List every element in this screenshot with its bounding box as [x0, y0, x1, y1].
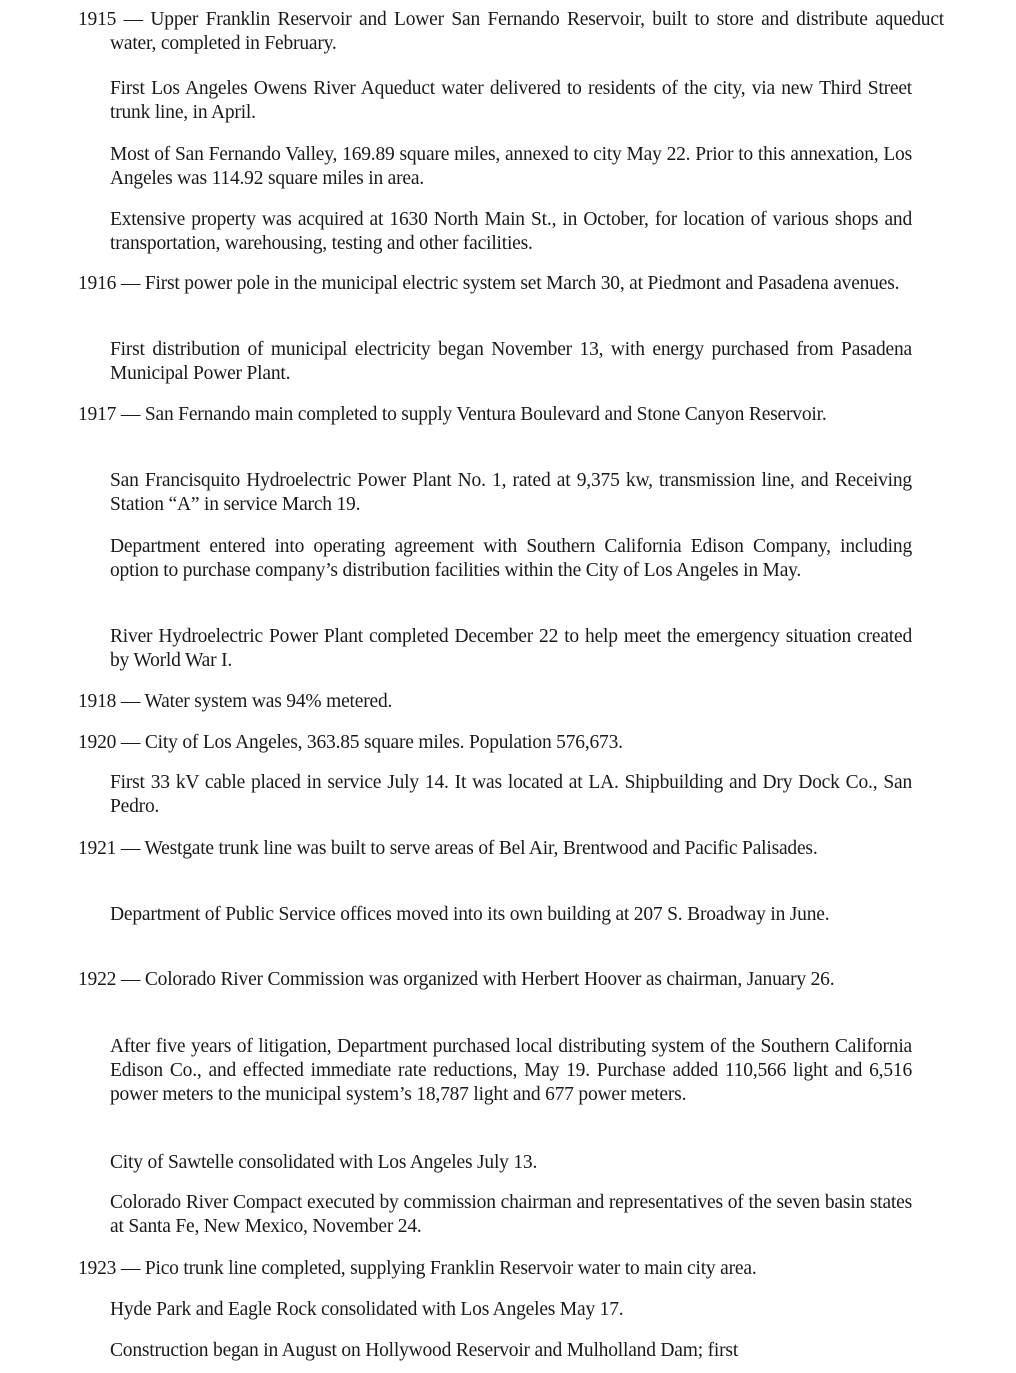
entry-1923: 1923 — Pico trunk line completed, supplying Franklin Reservoir water to main city area.	[78, 1258, 757, 1279]
entry-1917: 1917 — San Fernando main completed to supply Ventura Boulevard and Stone Canyon Reservoir.	[78, 404, 827, 425]
paragraph: First 33 kV cable placed in service July 14. It was located at LA. Shipbuilding and Dry Dock Co., San Pedro.	[110, 772, 912, 817]
entry-1922: 1922 — Colorado River Commission was organized with Herbert Hoover as chairman, January 26.	[78, 969, 835, 990]
paragraph: First distribution of municipal electricity began November 13, with energy purchased from Pasadena Municipal Power Plant.	[110, 339, 912, 384]
entry-1916: 1916 — First power pole in the municipal electric system set March 30, at Piedmont and Pasadena avenues.	[78, 273, 900, 294]
paragraph: Extensive property was acquired at 1630 North Main St., in October, for location of various shops and transportation, warehousing, testing and other facilities.	[110, 209, 912, 254]
paragraph: Department of Public Service offices moved into its own building at 207 S. Broadway in June.	[110, 904, 830, 925]
entry-1915: 1915 — Upper Franklin Reservoir and Lower San Fernando Reservoir, built to store and distribute aqueduct water, completed in February.	[78, 9, 944, 54]
entry-1920: 1920 — City of Los Angeles, 363.85 square miles. Population 576,673.	[78, 732, 623, 753]
paragraph: Construction began in August on Hollywood Reservoir and Mulholland Dam; first	[110, 1340, 739, 1361]
paragraph: Hyde Park and Eagle Rock consolidated with Los Angeles May 17.	[110, 1299, 624, 1320]
paragraph: San Francisquito Hydroelectric Power Plant No. 1, rated at 9,375 kw, transmission line, and Receiving Station “A” in service March 19.	[110, 470, 912, 515]
paragraph: Department entered into operating agreement with Southern California Edison Company, including option to purchase company’s distribution facilities within the City of Los Angeles in May.	[110, 536, 912, 581]
paragraph: First Los Angeles Owens River Aqueduct water delivered to residents of the city, via new Third Street trunk line, in April.	[110, 78, 912, 123]
paragraph: Colorado River Compact executed by commission chairman and representatives of the seven basin states at Santa Fe, New Mexico, November 24.	[110, 1192, 912, 1237]
paragraph: City of Sawtelle consolidated with Los Angeles July 13.	[110, 1152, 538, 1173]
paragraph: After five years of litigation, Department purchased local distributing system of the Southern California Edison Co., and effected immediate rate reductions, May 19. Purchase added 110,566 light and 6,516 power meters to the municipal system’s 18,787 light and 677 power meters.	[110, 1036, 912, 1105]
entry-1918: 1918 — Water system was 94% metered.	[78, 691, 393, 712]
paragraph: Most of San Fernando Valley, 169.89 square miles, annexed to city May 22. Prior to this annexation, Los Angeles was 114.92 square miles in area.	[110, 144, 912, 189]
paragraph: River Hydroelectric Power Plant completed December 22 to help meet the emergency situation created by World War I.	[110, 626, 912, 671]
entry-1921: 1921 — Westgate trunk line was built to serve areas of Bel Air, Brentwood and Pacific Palisades.	[78, 838, 818, 859]
